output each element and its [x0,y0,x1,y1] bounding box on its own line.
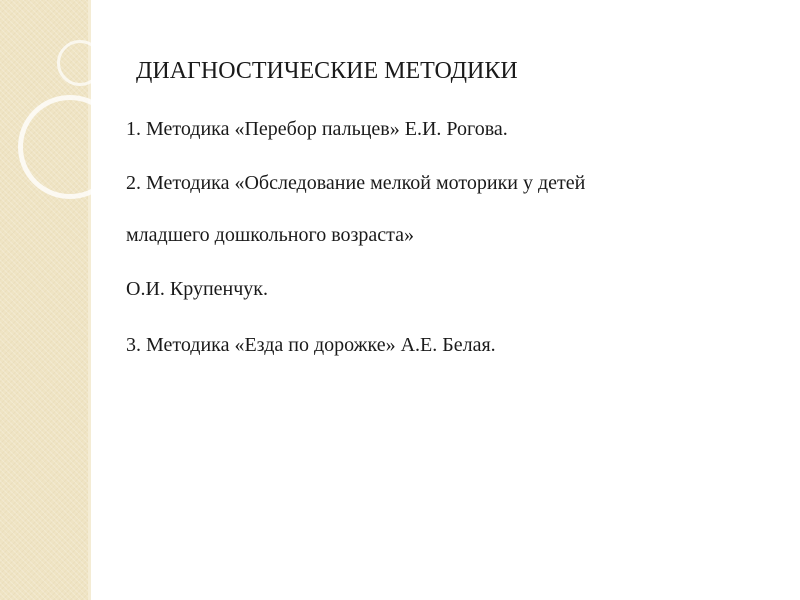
methodology-item-2-author: О.И. Крупенчук. [126,278,269,300]
side-band-edge [88,0,91,600]
methodology-item-3: 3. Методика «Езда по дорожке» А.Е. Белая. [126,334,496,356]
methodology-item-2-line-2: младшего дошкольного возраста» [126,224,415,246]
decorative-ring-small [57,40,103,86]
methodology-item-1: 1. Методика «Перебор пальцев» Е.И. Рогова. [126,118,508,140]
slide-title: ДИАГНОСТИЧЕСКИЕ МЕТОДИКИ [136,58,518,84]
methodology-item-2-line-1: 2. Методика «Обследование мелкой моторики у детей [126,172,586,194]
decorative-side-band [0,0,88,600]
decorative-ring-large [18,95,122,199]
